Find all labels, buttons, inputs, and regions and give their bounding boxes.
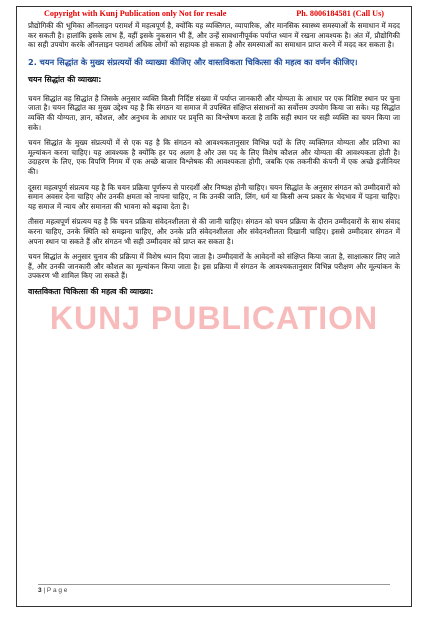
phone-contact: Ph. 8006184581 (Call Us)	[296, 9, 384, 18]
page-number: 3	[38, 587, 42, 594]
body-paragraph: तीसरा महत्वपूर्ण संप्रत्यय यह है कि चयन प्रक्रिया संवेदनशीलता से की जानी चाहिए। संगठन को चयन प्रक्रिया के दौरान उम्मीदवारों के साथ संवाद करना चाहिए, उनके स्थिति को समझना चाहिए, और उनके प्रति संवेदनशीलता और संवेदनशीलता दिखानी चाहिए। इससे उम्मीदवार संगठन में अपना स्थान पा सकते हैं और संगठन भी सही उम्मीदवार को प्राप्त कर सकता है।	[28, 217, 400, 246]
section-heading-reality-therapy: वास्तविकता चिकित्सा की महत्व की व्याख्या:	[28, 286, 154, 296]
copyright-header	[20, 9, 408, 21]
body-paragraph: चयन सिद्धांत के मुख्य संप्रत्ययों में से एक यह है कि संगठन को आवश्यकतानुसार विभिन्न पदों के लिए व्यक्तिगत योग्यता और प्रतिभा का मूल्यांकन करना चाहिए। यह आवश्यक है क्योंकि हर पद अलग है और उस पद के लिए विशेष कौशल और योग्यता की आवश्यकता होती है। उदाहरण के लिए, एक विपणि निगम में एक अच्छे बाजार विश्लेषक की आवश्यकता होगी, जबकि एक तकनीकी कंपनी में एक अच्छे इंजीनियर की।	[28, 138, 400, 176]
copyright-notice: Copyright with Kunj Publication only Not for resale	[44, 9, 227, 18]
body-paragraph: दूसरा महत्वपूर्ण संप्रत्यय यह है कि चयन प्रक्रिया पूर्णरूप से पारदर्शी और निष्पक्ष होनी चाहिए। चयन सिद्धांत के अनुसार संगठन को उम्मीदवारों को समान अवसर देना चाहिए और उनकी क्षमता को नापना चाहिए, न कि उनकी जाति, लिंग, धर्म या किसी अन्य प्रकार के भेदभाव में पड़ना चाहिए। यह समाज में न्याय और समानता की भावना को बढ़ावा देता है।	[28, 182, 400, 211]
body-paragraph: चयन सिद्धांत के अनुसार चुनाव की प्रक्रिया में विशेष ध्यान दिया जाता है। उम्मीदवारों के आवेदनों को संक्षिप्त किया जाता है, साक्षात्कार लिए जाते हैं, और उनकी जानकारी और कौशल का मूल्यांकन किया जाता है। इस प्रक्रिया में संगठन के आवश्यकतानुसार विभिन्न परीक्षण और मूल्यांकन के उपकरण भी शामिल किए जा सकते हैं।	[28, 252, 400, 281]
page-label: | P a g e	[43, 587, 68, 594]
page-footer	[38, 584, 390, 594]
publication-watermark: KUNJ PUBLICATION	[49, 300, 379, 336]
page-content	[28, 21, 400, 306]
question-heading: 2. चयन सिद्धांत के मुख्य संप्रत्ययों की व्याख्या कीजिए और वास्तविकता चिकित्सा की महत्व का वर्णन कीजिए।	[28, 56, 358, 67]
intro-paragraph: प्रौद्योगिकी की भूमिका ऑनलाइन परामर्श में महत्वपूर्ण है, क्योंकि यह व्यक्तिगत, व्यापारिक, और मानसिक स्वास्थ्य समस्याओं के समाधान में मदद कर सकती है। हालांकि इसके लाभ हैं, वहीं इसके नुकसान भी हैं, और उन्हें सावधानीपूर्वक पर्याप्त ध्यान में रखना आवश्यक है। अंत में, प्रौद्योगिकी का सही उपयोग करके ऑनलाइन परामर्श अधिक लोगों को सहायक हो सकता है और समस्याओं का समाधान प्राप्त करने में मदद कर सकता है।	[28, 21, 400, 50]
section-heading-choice-theory: चयन सिद्धांत की व्याख्या:	[28, 74, 102, 84]
body-paragraph: चयन सिद्धांत वह सिद्धांत है जिसके अनुसार व्यक्ति किसी निर्दिष्ट संख्या में पर्याप्त जानकारी और योग्यता के आधार पर एक विशिष्ट स्थान पर चुना जाता है। चयन सिद्धांत का मुख्य उद्देश्य यह है कि संगठन या समाज में उपस्थित संक्षिप्त संसाधनों का सर्वोत्तम उपयोग किया जा सके। यह सिद्धांत व्यक्ति की योग्यता, ज्ञान, कौशल, और अनुभव के आधार पर प्रवृत्ति का विश्लेषण करता है ताकि सही स्थान पर सही व्यक्ति का चयन किया जा सके।	[28, 93, 400, 132]
